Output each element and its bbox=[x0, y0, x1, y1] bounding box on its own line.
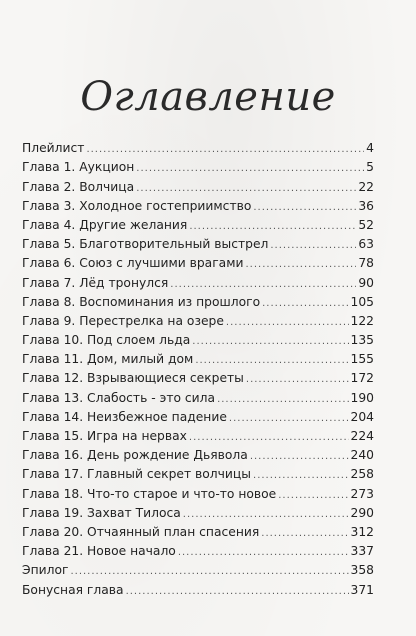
toc-entry-title: Глава 14. Неизбежное падение bbox=[22, 409, 227, 424]
toc-entry-title: Глава 18. Что-то старое и что-то новое bbox=[22, 486, 277, 501]
toc-entry-title: Глава 11. Дом, милый дом bbox=[22, 352, 194, 367]
toc-entry-page-number: 204 bbox=[350, 409, 374, 424]
toc-leader-dots bbox=[178, 546, 349, 559]
toc-leader-dots bbox=[253, 201, 356, 214]
toc-leader-dots bbox=[189, 431, 349, 444]
toc-entry-title: Глава 3. Холодное гостеприимство bbox=[22, 198, 252, 213]
toc-entry-page-number: 273 bbox=[350, 486, 374, 501]
toc-entry-page-number: 155 bbox=[350, 352, 374, 367]
toc-leader-dots bbox=[278, 489, 348, 502]
toc-entry bbox=[22, 444, 374, 463]
toc-entry-title: Глава 6. Союз с лучшими врагами bbox=[22, 256, 244, 271]
toc-entry bbox=[22, 406, 374, 425]
toc-entry-page-number: 190 bbox=[350, 390, 374, 405]
toc-entry bbox=[22, 502, 374, 521]
toc-entry bbox=[22, 214, 374, 233]
toc-leader-dots bbox=[136, 182, 356, 195]
toc-entry-title: Плейлист bbox=[22, 141, 85, 156]
toc-entry-title: Глава 16. День рождение Дьявола bbox=[22, 448, 248, 463]
toc-entry-title: Глава 7. Лёд тронулся bbox=[22, 275, 169, 290]
toc-leader-dots bbox=[126, 585, 349, 598]
toc-leader-dots bbox=[86, 143, 364, 156]
toc-leader-dots bbox=[250, 450, 349, 463]
toc-leader-dots bbox=[192, 335, 348, 348]
toc-entry-page-number: 5 bbox=[366, 160, 374, 175]
toc-entry-page-number: 371 bbox=[350, 582, 374, 597]
toc-entry-title: Глава 9. Перестрелка на озере bbox=[22, 313, 224, 328]
toc-entry-title: Глава 10. Под слоем льда bbox=[22, 333, 191, 348]
toc-entry-title: Глава 1. Аукцион bbox=[22, 160, 135, 175]
toc-entry-page-number: 90 bbox=[358, 275, 374, 290]
toc-entry bbox=[22, 425, 374, 444]
toc-entry bbox=[22, 156, 374, 175]
toc-leader-dots bbox=[229, 412, 349, 425]
toc-entry-title: Бонусная глава bbox=[22, 582, 124, 597]
toc-entry-page-number: 4 bbox=[366, 141, 374, 156]
toc-entry-page-number: 135 bbox=[350, 333, 374, 348]
toc-entry-page-number: 290 bbox=[350, 505, 374, 520]
toc-entry bbox=[22, 291, 374, 310]
toc-entry-title: Эпилог bbox=[22, 563, 69, 578]
toc-entry-page-number: 78 bbox=[358, 256, 374, 271]
toc-entry bbox=[22, 521, 374, 540]
toc-entry-page-number: 337 bbox=[350, 544, 374, 559]
toc-leader-dots bbox=[170, 278, 356, 291]
toc-leader-dots bbox=[189, 220, 356, 233]
toc-entry-title: Глава 13. Слабость - это сила bbox=[22, 390, 216, 405]
toc-leader-dots bbox=[226, 316, 349, 329]
toc-entry-page-number: 122 bbox=[350, 313, 374, 328]
toc-entry bbox=[22, 540, 374, 559]
table-of-contents bbox=[22, 137, 374, 598]
toc-entry-page-number: 172 bbox=[350, 371, 374, 386]
toc-entry-page-number: 22 bbox=[358, 179, 374, 194]
toc-leader-dots bbox=[253, 469, 349, 482]
toc-entry-title: Глава 8. Воспоминания из прошлого bbox=[22, 294, 261, 309]
toc-entry bbox=[22, 463, 374, 482]
toc-entry-title: Глава 4. Другие желания bbox=[22, 217, 188, 232]
toc-leader-dots bbox=[262, 297, 348, 310]
toc-entry bbox=[22, 252, 374, 271]
toc-leader-dots bbox=[246, 373, 349, 386]
toc-entry-title: Глава 21. Новое начало bbox=[22, 544, 176, 559]
toc-entry bbox=[22, 233, 374, 252]
toc-entry-page-number: 105 bbox=[350, 294, 374, 309]
toc-entry-title: Глава 17. Главный секрет волчицы bbox=[22, 467, 252, 482]
toc-leader-dots bbox=[270, 239, 356, 252]
toc-entry-page-number: 258 bbox=[350, 467, 374, 482]
toc-entry-page-number: 224 bbox=[350, 429, 374, 443]
toc-entry bbox=[22, 271, 374, 290]
toc-leader-dots bbox=[217, 393, 348, 406]
toc-entry bbox=[22, 482, 374, 501]
toc-leader-dots bbox=[183, 508, 349, 521]
toc-leader-dots bbox=[245, 258, 356, 271]
toc-entry bbox=[22, 195, 374, 214]
toc-entry bbox=[22, 329, 374, 348]
page-title: Оглавление bbox=[80, 74, 336, 120]
toc-leader-dots bbox=[195, 354, 348, 367]
toc-entry bbox=[22, 310, 374, 329]
toc-entry-title: Глава 20. Отчаянный план спасения bbox=[22, 524, 260, 539]
toc-entry-page-number: 52 bbox=[358, 217, 374, 232]
toc-entry-title: Глава 5. Благотворительный выстрел bbox=[22, 237, 269, 252]
toc-entry bbox=[22, 367, 374, 386]
toc-entry-page-number: 358 bbox=[350, 563, 374, 578]
toc-entry-page-number: 312 bbox=[350, 524, 374, 539]
toc-leader-dots bbox=[261, 527, 348, 540]
toc-entry bbox=[22, 348, 374, 367]
toc-entry-title: Глава 19. Захват Тилоса bbox=[22, 505, 181, 520]
toc-entry bbox=[22, 137, 374, 156]
toc-leader-dots bbox=[136, 162, 364, 175]
toc-entry bbox=[22, 386, 374, 405]
toc-entry-title: Глава 2. Волчица bbox=[22, 179, 135, 194]
toc-entry-title: Глава 15. Игра на нервах bbox=[22, 429, 187, 443]
toc-entry-page-number: 36 bbox=[358, 198, 374, 213]
toc-entry bbox=[22, 559, 374, 578]
toc-entry-page-number: 63 bbox=[358, 237, 374, 252]
toc-entry-title: Глава 12. Взрывающиеся секреты bbox=[22, 371, 244, 386]
toc-entry bbox=[22, 175, 374, 194]
toc-leader-dots bbox=[70, 565, 348, 578]
toc-entry bbox=[22, 578, 374, 597]
toc-entry-page-number: 240 bbox=[350, 448, 374, 463]
